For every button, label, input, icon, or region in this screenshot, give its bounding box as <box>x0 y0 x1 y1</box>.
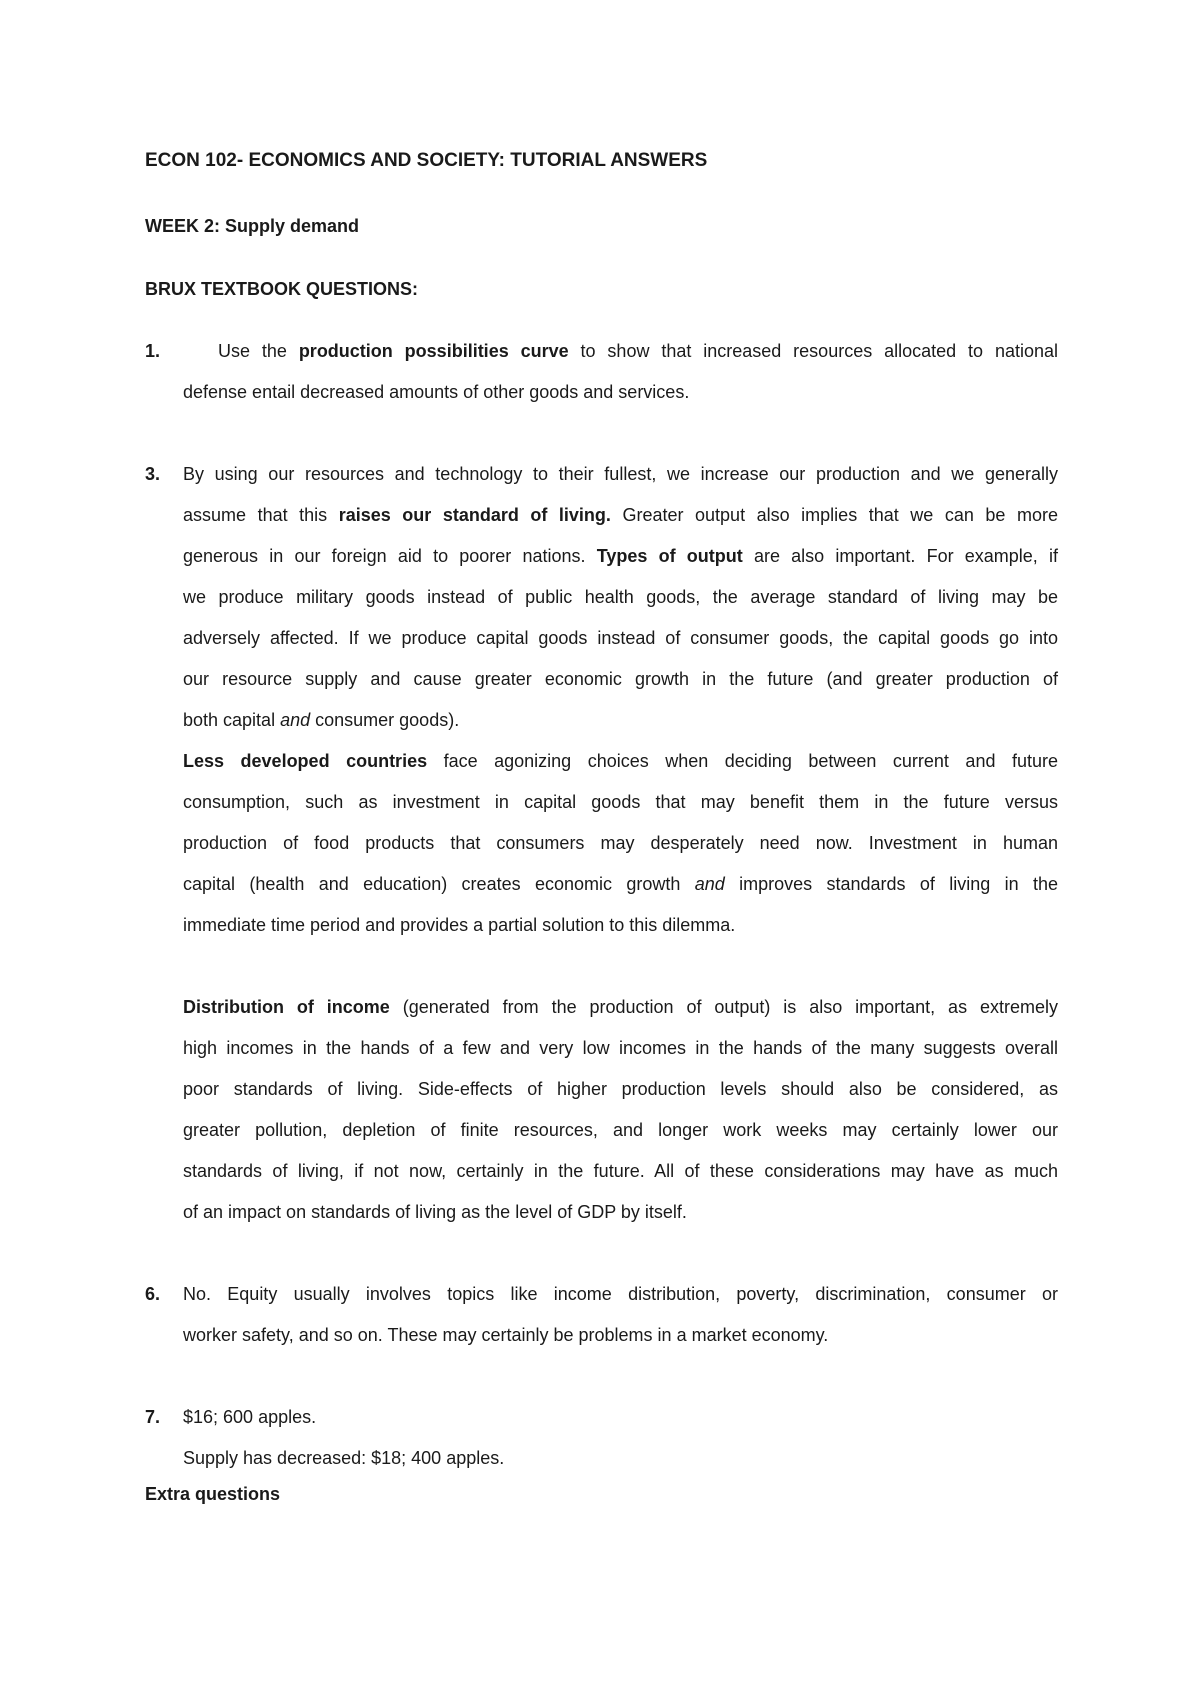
text-run: capital (health and education) creates economic growth <box>183 874 695 894</box>
question-6-number: 6. <box>145 1284 161 1304</box>
question-7-line-1: $16; 600 apples. <box>183 1407 317 1427</box>
question-3-line-5: adversely affected. If we produce capital goods instead of consumer goods, the capital goods go into <box>183 628 1058 648</box>
question-3-line-7 <box>183 709 459 731</box>
question-3-paragraph-2-line-3: production of food products that consumers may desperately need now. Investment in human <box>183 833 1058 853</box>
question-3-paragraph-2-line-1 <box>183 750 1058 772</box>
bold-term: production possibilities curve <box>298 341 569 361</box>
question-1-number: 1. <box>145 341 161 361</box>
text-run: Greater output also implies that we can be more <box>610 505 1058 525</box>
section-heading: BRUX TEXTBOOK QUESTIONS: <box>145 279 419 299</box>
question-3-paragraph-3-line-5: standards of living, if not now, certainly in the future. All of these considerations may have as much <box>183 1161 1058 1181</box>
question-3-line-6: our resource supply and cause greater economic growth in the future (and greater production of <box>183 669 1058 689</box>
question-3-paragraph-3-line-6: of an impact on standards of living as the level of GDP by itself. <box>183 1202 687 1222</box>
question-3-line-3 <box>183 545 1058 567</box>
question-3-paragraph-3-line-2: high incomes in the hands of a few and very low incomes in the hands of the many suggests overall <box>183 1038 1058 1058</box>
week-heading: WEEK 2: Supply demand <box>145 216 360 236</box>
text-run: both capital <box>183 710 281 730</box>
question-3-paragraph-2-line-4 <box>183 873 1058 895</box>
question-6-line-2: worker safety, and so on. These may certainly be problems in a market economy. <box>183 1325 829 1345</box>
italic-term: and <box>694 874 725 894</box>
text-run: assume that this <box>183 505 339 525</box>
extra-questions-heading: Extra questions <box>145 1484 281 1504</box>
text-run: Use the <box>218 341 299 361</box>
italic-term: and <box>280 710 311 730</box>
question-6-line-1: No. Equity usually involves topics like income distribution, poverty, discrimination, consumer or <box>183 1284 1058 1304</box>
question-3-line-4: we produce military goods instead of public health goods, the average standard of living may be <box>183 587 1058 607</box>
question-3-paragraph-3-line-3: poor standards of living. Side-effects of higher production levels should also be considered, as <box>183 1079 1058 1099</box>
question-3-paragraph-2-line-5: immediate time period and provides a partial solution to this dilemma. <box>183 915 736 935</box>
question-1-line-1 <box>218 340 1058 362</box>
text-run: (generated from the production of output) is also important, as extremely <box>389 997 1058 1017</box>
document-title: ECON 102- ECONOMICS AND SOCIETY: TUTORIAL ANSWERS <box>145 150 708 171</box>
question-3-number: 3. <box>145 464 161 484</box>
question-3-paragraph-3-line-1 <box>183 996 1058 1018</box>
bold-term: Types of output <box>596 546 743 566</box>
question-3-line-2 <box>183 504 1058 526</box>
text-run: to show that increased resources allocated to national <box>568 341 1058 361</box>
question-1-line-2: defense entail decreased amounts of other goods and services. <box>183 382 690 402</box>
text-run: are also important. For example, if <box>742 546 1058 566</box>
text-run: consumer goods). <box>310 710 460 730</box>
question-3-paragraph-3-line-4: greater pollution, depletion of finite resources, and longer work weeks may certainly lower our <box>183 1120 1058 1140</box>
text-run: improves standards of living in the <box>724 874 1059 894</box>
bold-term: Less developed countries <box>183 751 428 771</box>
question-7-line-2: Supply has decreased: $18; 400 apples. <box>183 1448 505 1468</box>
bold-term: Distribution of income <box>183 997 390 1017</box>
question-7-number: 7. <box>145 1407 161 1427</box>
text-run: generous in our foreign aid to poorer nations. <box>183 546 597 566</box>
question-3-line-1: By using our resources and technology to their fullest, we increase our production and we generally <box>183 464 1058 484</box>
text-run: face agonizing choices when deciding between current and future <box>427 751 1059 771</box>
question-3-paragraph-2-line-2: consumption, such as investment in capital goods that may benefit them in the future versus <box>183 792 1058 812</box>
bold-term: raises our standard of living. <box>338 505 611 525</box>
